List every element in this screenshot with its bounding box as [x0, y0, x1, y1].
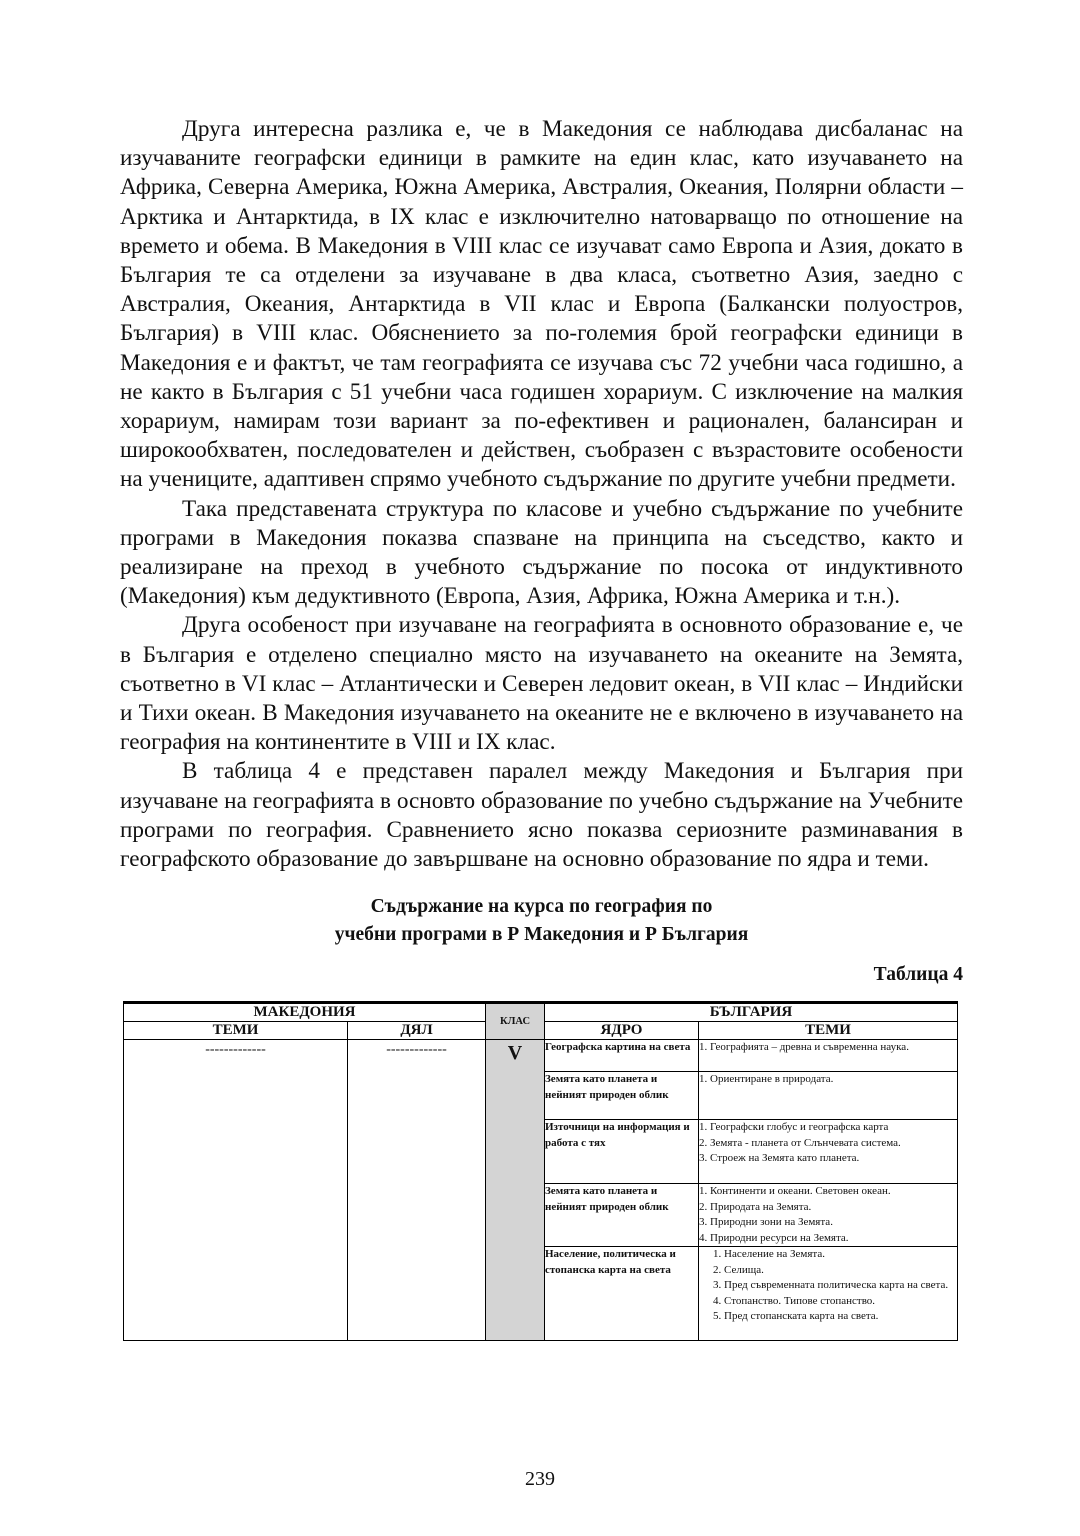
header-dyal: ДЯЛ	[348, 1022, 486, 1040]
core-cell: Земята като планета и нейният природен облик	[545, 1184, 699, 1247]
topic-item: 2. Природата на Земята.	[699, 1200, 812, 1213]
topic-item: 3. Пред съвременната политическа карта на света.	[713, 1279, 949, 1292]
header-yadro: ЯДРО	[545, 1022, 699, 1040]
klas-cell	[486, 1040, 545, 1341]
topic-item: 1. Население на Земята.	[713, 1248, 826, 1261]
header-macedonia: МАКЕДОНИЯ	[124, 1003, 486, 1022]
topic-item: 1. Географски глобус и географска карта	[699, 1121, 889, 1134]
core-cell: Източници на информация и работа с тях	[545, 1120, 699, 1184]
header-bulgaria: БЪЛГАРИЯ	[545, 1003, 958, 1022]
table-label: Таблица 4	[873, 964, 963, 986]
topic-item: 1. Географията – древна и съвременна наука.	[699, 1041, 909, 1054]
paragraph-2: Така представената структура по класове и учебно съдържание по учебните програми в Македония показва спазване на принципа на съседство, както и реализиране на преход в учебното съдържание по посока от индуктивното (Македония) към дедуктивното (Европа, Азия, Африка, Южна Америка и т.н.).	[120, 495, 963, 610]
table-caption	[120, 893, 963, 949]
page-number: 239	[525, 1468, 555, 1490]
caption-line-1: Съдържание на курса по география по	[370, 896, 713, 918]
page-content	[120, 115, 963, 1341]
topic-item: 2. Селища.	[713, 1263, 764, 1276]
paragraph-1: Друга интересна разлика е, че в Македония се наблюдава дисбаланас на изучаваните географски единици в рамките на един клас, като изучаването на Африка, Северна Америка, Южна Америка, Австралия, Океания, Полярни области – Арктика и Антарктида, в IX клас е изключително натоварващо по отношение на времето и обема. В Македония в VIII клас се изучават само Европа и Азия, докато в България те са отделени за изучаване в два класа, съответно Азия, заедно с Австралия, Океания, Антарктида в VII клас и Европа (Балкански полуостров, България) в VIII клас. Обяснението за по-големия брой географски единици в Македония е и фактът, че там географията се изучава със 72 учебни часа годишно, а не както в България с 51 учебни часа годишен хорариум. С изключение на малкия хорариум, намирам този вариант за по-ефективен и рационален, балансиран и широкообхватен, последователен и действен, съобразен с възрастовите особености на учениците, адаптивен спрямо учебното съдържание по другите учебни предмети.	[120, 116, 963, 493]
paragraph-4: В таблица 4 е представен паралел между Македония и България при изучаване на географията в основто образование по учебно съдържание на Учебните програми по география. Сравнението ясно показва сериозните разминавания в географското образование до завършване на основно образование по ядра и теми.	[120, 758, 963, 873]
topics-cell	[699, 1120, 958, 1184]
core-cell: Земята като планета и нейният природен облик	[545, 1072, 699, 1120]
mk-dyal-cell: -------------	[348, 1040, 486, 1341]
topic-item: 1. Континенти и океани. Световен океан.	[699, 1185, 891, 1198]
topic-item: 2. Земята - планета от Слънчевата система.	[699, 1136, 901, 1149]
topic-item: 5. Пред стопанската карта на света.	[713, 1310, 879, 1323]
header-klas: КЛАС	[486, 1003, 545, 1040]
core-cell: Географска картина на света	[545, 1040, 699, 1072]
core-cell: Население, политическа и стопанска карта на света	[545, 1247, 699, 1341]
header-teme-mk: ТЕМИ	[124, 1022, 348, 1040]
topic-item: 3. Строеж на Земята като планета.	[699, 1152, 860, 1165]
topic-item: 1. Ориентиране в природата.	[699, 1073, 834, 1086]
paragraph-3: Друга особеност при изучаване на географията в основното образование е, че в България е отделено специално място на изучаването на океаните на Земята, съответно в VI клас – Атлантически и Северен ледовит океан, в VII клас – Индийски и Тихи океан. В Македония изучаването на океаните не е включено в изучаването на география на континентите в VIII и IX клас.	[120, 612, 963, 756]
caption-line-2: учебни програми в Р Македония и Р България	[334, 924, 749, 946]
comparison-table	[123, 1001, 958, 1341]
mk-teme-cell: -------------	[124, 1040, 348, 1341]
topic-item: 4. Природни ресурси на Земята.	[699, 1231, 849, 1244]
topics-cell	[699, 1040, 958, 1072]
topic-item: 3. Природни зони на Земята.	[699, 1216, 833, 1229]
topics-cell	[699, 1184, 958, 1247]
header-teme-bg: ТЕМИ	[699, 1022, 958, 1040]
topic-item: 4. Стопанство. Типове стопанство.	[713, 1294, 876, 1307]
topics-cell	[699, 1247, 958, 1341]
topics-cell	[699, 1072, 958, 1120]
klas-value: V	[507, 1042, 523, 1065]
